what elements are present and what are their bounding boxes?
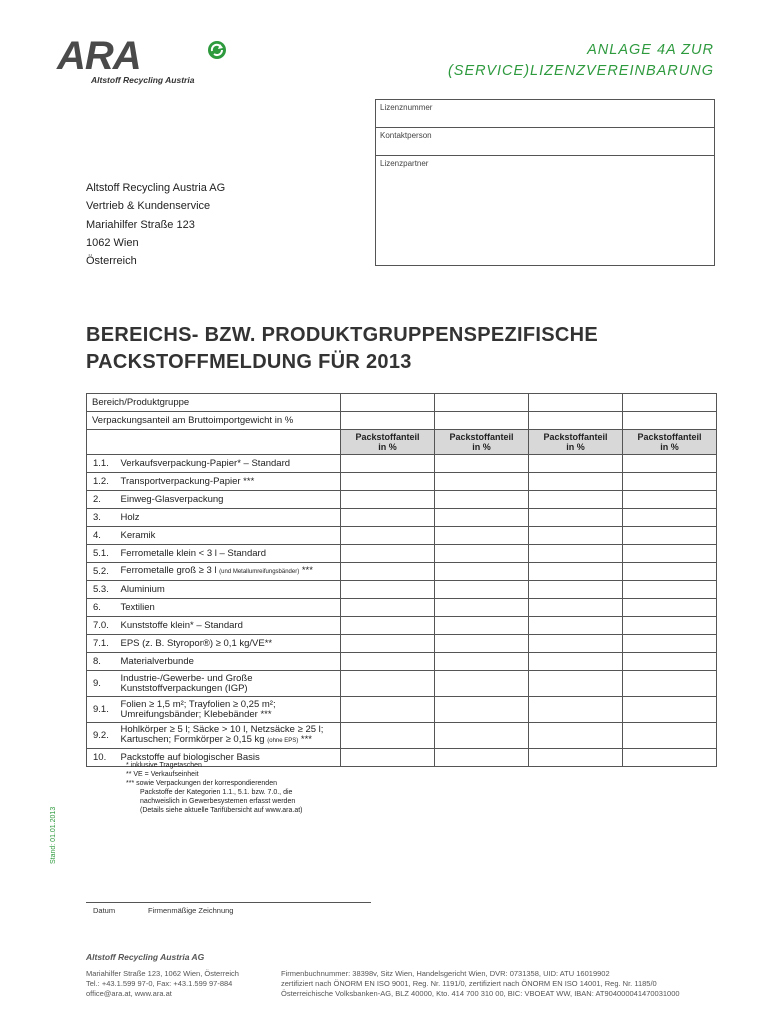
percent-input-cell[interactable] (529, 581, 623, 599)
category-label: Keramik (121, 527, 341, 545)
percent-input-cell[interactable] (435, 653, 529, 671)
table-row (87, 723, 717, 749)
percent-input-cell[interactable] (623, 473, 717, 491)
category-label: Materialverbunde (121, 653, 341, 671)
category-number: 3. (87, 509, 121, 527)
percent-input-cell[interactable] (341, 545, 435, 563)
category-label: Aluminium (121, 581, 341, 599)
percent-input-cell[interactable] (529, 635, 623, 653)
anteil-cell[interactable] (529, 412, 623, 430)
percent-input-cell[interactable] (341, 599, 435, 617)
percent-input-cell[interactable] (341, 671, 435, 697)
percent-input-cell[interactable] (623, 455, 717, 473)
percent-input-cell[interactable] (623, 617, 717, 635)
table-row (87, 545, 717, 563)
annex-heading (448, 40, 714, 82)
category-label: Verkaufsverpackung-Papier* – Standard (121, 455, 341, 473)
percent-input-cell[interactable] (529, 509, 623, 527)
table-row (87, 473, 717, 491)
table-row (87, 527, 717, 545)
bereich-cell[interactable] (341, 394, 435, 412)
percent-input-cell[interactable] (341, 653, 435, 671)
category-number: 5.3. (87, 581, 121, 599)
category-number: 5.1. (87, 545, 121, 563)
percent-input-cell[interactable] (435, 563, 529, 581)
percent-input-cell[interactable] (435, 723, 529, 749)
packstoffanteil-header: Packstoffanteil in % (623, 430, 717, 455)
signature-line[interactable] (86, 902, 371, 903)
table-row (87, 635, 717, 653)
percent-input-cell[interactable] (623, 581, 717, 599)
footer-line: Tel.: +43.1.599 97-0, Fax: +43.1.599 97-884 (86, 979, 233, 988)
table-row (87, 653, 717, 671)
percent-input-cell[interactable] (341, 563, 435, 581)
percent-input-cell[interactable] (341, 491, 435, 509)
percent-input-cell[interactable] (435, 749, 529, 767)
table-row (87, 491, 717, 509)
category-number: 1.2. (87, 473, 121, 491)
bereich-cell[interactable] (529, 394, 623, 412)
footnote: ** VE = Verkaufseinheit (126, 771, 199, 778)
percent-input-cell[interactable] (529, 653, 623, 671)
percent-input-cell[interactable] (341, 749, 435, 767)
contact-person-field[interactable]: Kontaktperson (376, 128, 714, 156)
category-label: Ferrometalle klein < 3 l – Standard (121, 545, 341, 563)
category-number: 6. (87, 599, 121, 617)
category-label: Folien ≥ 1,5 m²; Trayfolien ≥ 0,25 m²; Umreifungsbänder; Klebebänder *** (121, 697, 341, 723)
percent-input-cell[interactable] (435, 473, 529, 491)
percent-input-cell[interactable] (435, 617, 529, 635)
table-row (87, 455, 717, 473)
category-number: 9.1. (87, 697, 121, 723)
header-blank-cell (87, 430, 341, 455)
category-number: 5.2. (87, 563, 121, 581)
table-row (87, 697, 717, 723)
address-line: 1062 Wien (86, 236, 139, 249)
packstoffanteil-header: Packstoffanteil in % (435, 430, 529, 455)
percent-input-cell[interactable] (435, 455, 529, 473)
category-number: 2. (87, 491, 121, 509)
footnote: Packstoffe der Kategorien 1.1., 5.1. bzw. 7.0., die (140, 789, 293, 796)
percent-input-cell[interactable] (341, 617, 435, 635)
packstoff-table (86, 393, 717, 767)
category-label: Holz (121, 509, 341, 527)
ara-logo (57, 36, 217, 86)
anteil-cell[interactable] (623, 412, 717, 430)
percent-input-cell[interactable] (623, 697, 717, 723)
percent-input-cell[interactable] (529, 563, 623, 581)
percent-input-cell[interactable] (435, 545, 529, 563)
percent-input-cell[interactable] (529, 473, 623, 491)
percent-input-cell[interactable] (623, 509, 717, 527)
percent-input-cell[interactable] (435, 671, 529, 697)
percent-input-cell[interactable] (529, 617, 623, 635)
category-label: Textilien (121, 599, 341, 617)
address-line: Vertrieb & Kundenservice (86, 200, 211, 213)
percent-input-cell[interactable] (529, 455, 623, 473)
footer-contact (86, 969, 239, 999)
percent-input-cell[interactable] (435, 581, 529, 599)
category-number: 9.2. (87, 723, 121, 749)
license-box (375, 99, 715, 266)
percent-input-cell[interactable] (341, 697, 435, 723)
footer-line: Mariahilfer Straße 123, 1062 Wien, Österreich (86, 969, 239, 978)
footer-line: zertifiziert nach ÖNORM EN ISO 9001, Reg. Nr. 1191/0, zertifiziert nach ÖNORM EN ISO 14001, Reg. Nr. 1185/0 (281, 979, 657, 988)
anteil-label: Verpackungsanteil am Bruttoimportgewicht in % (87, 412, 341, 430)
footer-registration (281, 969, 680, 999)
packstoffanteil-header: Packstoffanteil in % (341, 430, 435, 455)
signature-date-label: Datum (93, 906, 116, 915)
percent-input-cell[interactable] (435, 697, 529, 723)
license-partner-field[interactable]: Lizenzpartner (380, 159, 429, 168)
category-number: 9. (87, 671, 121, 697)
category-label: Transportverpackung-Papier *** (121, 473, 341, 491)
percent-input-cell[interactable] (529, 697, 623, 723)
percent-input-cell[interactable] (529, 599, 623, 617)
bereich-label: Bereich/Produktgruppe (87, 394, 341, 412)
address-line: Österreich (86, 255, 137, 268)
percent-input-cell[interactable] (529, 527, 623, 545)
packstoffanteil-header: Packstoffanteil in % (529, 430, 623, 455)
percent-input-cell[interactable] (341, 635, 435, 653)
category-number: 10. (87, 749, 121, 767)
table-row (87, 599, 717, 617)
footnote: nachweislich in Gewerbesystemen erfasst werden (140, 798, 296, 805)
recipient-address (86, 179, 225, 270)
recycle-arrow-icon (207, 40, 227, 60)
percent-input-cell[interactable] (341, 455, 435, 473)
footnote: *** sowie Verpackungen der korrespondierenden (126, 780, 277, 787)
signature-sign-label: Firmenmäßige Zeichnung (148, 906, 234, 915)
address-line: Mariahilfer Straße 123 (86, 218, 195, 231)
license-number-field[interactable]: Lizenznummer (376, 100, 714, 128)
anteil-cell[interactable] (435, 412, 529, 430)
category-label: Industrie-/Gewerbe- und Große Kunststoffverpackungen (IGP) (121, 671, 341, 697)
category-label: Packstoffe auf biologischer Basis (121, 749, 341, 767)
percent-input-cell[interactable] (341, 473, 435, 491)
title-line-2: PACKSTOFFMELDUNG FÜR 2013 (86, 351, 412, 373)
category-label: EPS (z. B. Styropor®) ≥ 0,1 kg/VE** (121, 635, 341, 653)
percent-input-cell[interactable] (435, 509, 529, 527)
percent-input-cell[interactable] (341, 723, 435, 749)
percent-input-cell[interactable] (341, 581, 435, 599)
percent-input-cell[interactable] (623, 599, 717, 617)
footer-line: Österreichische Volksbanken-AG, BLZ 40000, Kto. 414 700 310 00, BIC: VBOEAT WW, IBAN: AT904000041470031000 (281, 989, 680, 998)
footnote: * inklusive Tragetaschen (126, 762, 202, 769)
footer-line: office@ara.at, www.ara.at (86, 989, 172, 998)
percent-input-cell[interactable] (341, 527, 435, 545)
percent-input-cell[interactable] (435, 635, 529, 653)
anteil-cell[interactable] (341, 412, 435, 430)
footer-line: Firmenbuchnummer: 38398v, Sitz Wien, Handelsgericht Wien, DVR: 0731358, UID: ATU 16019902 (281, 969, 610, 978)
percent-input-cell[interactable] (529, 545, 623, 563)
stand-date: Stand: 01.01.2013 (50, 806, 57, 864)
percent-input-cell[interactable] (529, 491, 623, 509)
bereich-cell[interactable] (435, 394, 529, 412)
percent-input-cell[interactable] (529, 723, 623, 749)
percent-input-cell[interactable] (623, 723, 717, 749)
percent-input-cell[interactable] (435, 527, 529, 545)
percent-input-cell[interactable] (623, 491, 717, 509)
percent-input-cell[interactable] (623, 563, 717, 581)
category-label: Hohlkörper ≥ 5 l; Säcke > 10 l, Netzsäcke ≥ 25 l; Kartuschen; Formkörper ≥ 0,15 kg (ohne EPS) *** (121, 723, 341, 749)
annex-line-1: ANLAGE 4A ZUR (587, 42, 714, 58)
percent-input-cell[interactable] (623, 671, 717, 697)
category-number: 4. (87, 527, 121, 545)
category-number: 7.1. (87, 635, 121, 653)
logo-mark: ARA (57, 34, 141, 78)
title-line-1: BEREICHS- BZW. PRODUKTGRUPPENSPEZIFISCHE (86, 324, 599, 346)
table-row (87, 581, 717, 599)
logo-subtitle: Altstoff Recycling Austria (91, 75, 195, 85)
address-line: Altstoff Recycling Austria AG (86, 182, 226, 194)
footer-company: Altstoff Recycling Austria AG (86, 952, 205, 962)
category-label: Einweg-Glasverpackung (121, 491, 341, 509)
table-row (87, 671, 717, 697)
percent-input-cell[interactable] (623, 545, 717, 563)
percent-input-cell[interactable] (623, 635, 717, 653)
percent-input-cell[interactable] (623, 527, 717, 545)
bereich-cell[interactable] (623, 394, 717, 412)
annex-line-2: (SERVICE)LIZENZVEREINBARUNG (447, 63, 714, 79)
percent-input-cell[interactable] (435, 599, 529, 617)
table-row (87, 509, 717, 527)
percent-input-cell[interactable] (623, 653, 717, 671)
percent-input-cell[interactable] (341, 509, 435, 527)
category-number: 7.0. (87, 617, 121, 635)
percent-input-cell[interactable] (623, 749, 717, 767)
percent-input-cell[interactable] (529, 671, 623, 697)
table-row (87, 617, 717, 635)
category-number: 1.1. (87, 455, 121, 473)
category-number: 8. (87, 653, 121, 671)
category-label: Ferrometalle groß ≥ 3 l (und Metallumreifungsbänder) *** (121, 563, 341, 581)
category-label: Kunststoffe klein* – Standard (121, 617, 341, 635)
footnotes (126, 761, 303, 815)
percent-input-cell[interactable] (435, 491, 529, 509)
percent-input-cell[interactable] (529, 749, 623, 767)
page-title (86, 322, 598, 376)
footnote: (Details siehe aktuelle Tarifübersicht auf www.ara.at) (140, 807, 303, 814)
table-row (87, 563, 717, 581)
